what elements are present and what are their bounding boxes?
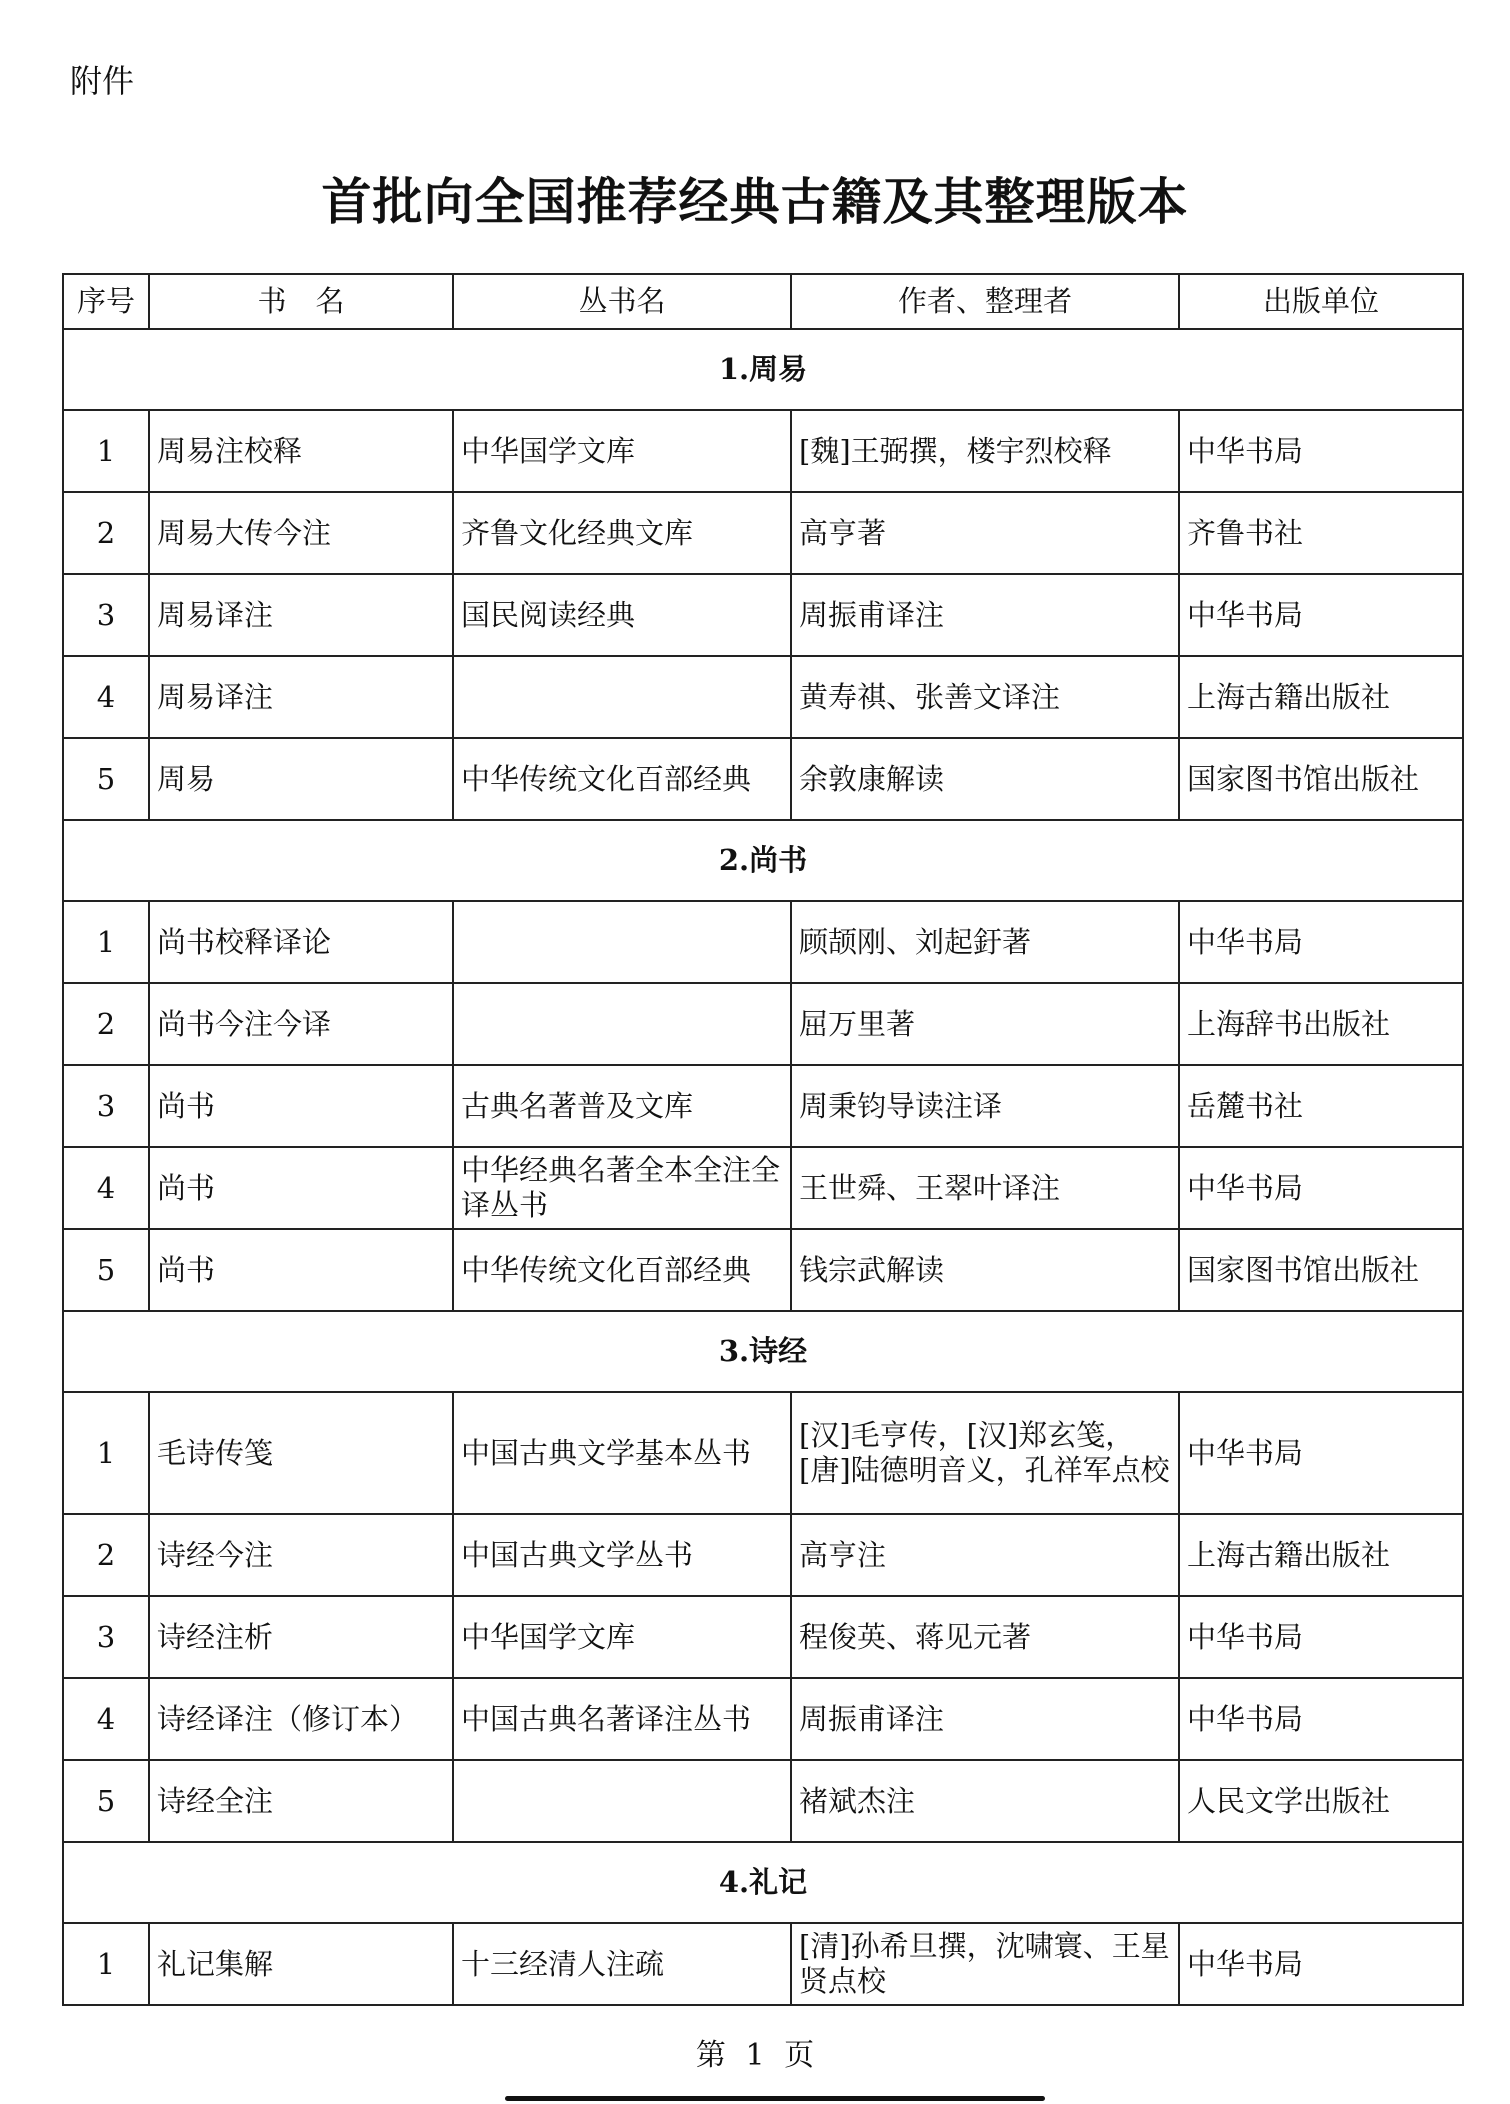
cell-publisher: 岳麓书社	[1179, 1065, 1463, 1147]
cell-book: 诗经译注（修订本）	[149, 1678, 453, 1760]
table-row	[63, 1678, 1463, 1760]
attachment-label: 附件	[70, 62, 135, 100]
cell-author: [汉]毛亨传，[汉]郑玄笺，[唐]陆德明音义，孔祥军点校	[791, 1392, 1179, 1514]
cell-author: 钱宗武解读	[791, 1229, 1179, 1311]
section-row	[63, 1311, 1463, 1392]
cell-book: 毛诗传笺	[149, 1392, 453, 1514]
cell-publisher: 中华书局	[1179, 574, 1463, 656]
cell-author: [魏]王弼撰，楼宇烈校释	[791, 410, 1179, 492]
table-row	[63, 410, 1463, 492]
cell-no: 4	[63, 1147, 149, 1229]
cell-author: 黄寿祺、张善文译注	[791, 656, 1179, 738]
cell-author: 余敦康解读	[791, 738, 1179, 820]
cell-author: 褚斌杰注	[791, 1760, 1179, 1842]
cell-publisher: 中华书局	[1179, 410, 1463, 492]
cell-series	[453, 901, 791, 983]
table-row	[63, 1147, 1463, 1229]
cell-author: 周振甫译注	[791, 1678, 1179, 1760]
cell-book: 周易	[149, 738, 453, 820]
cell-series: 中国古典文学基本丛书	[453, 1392, 791, 1514]
cell-series: 国民阅读经典	[453, 574, 791, 656]
cell-author: 高亨著	[791, 492, 1179, 574]
section-row	[63, 1842, 1463, 1923]
cell-series: 中华国学文库	[453, 410, 791, 492]
section-heading: 1.周易	[63, 329, 1463, 410]
cell-book: 周易译注	[149, 656, 453, 738]
cell-author: 周秉钧导读注译	[791, 1065, 1179, 1147]
section-row	[63, 820, 1463, 901]
table-header-row	[63, 274, 1463, 329]
page-number: 第 1 页	[695, 2038, 815, 2073]
cell-no: 5	[63, 1229, 149, 1311]
header-series: 丛书名	[453, 274, 791, 329]
cell-series: 中华国学文库	[453, 1596, 791, 1678]
table-row	[63, 738, 1463, 820]
cell-book: 礼记集解	[149, 1923, 453, 2005]
cell-series: 古典名著普及文库	[453, 1065, 791, 1147]
cell-book: 尚书	[149, 1065, 453, 1147]
cell-no: 3	[63, 1065, 149, 1147]
cell-series: 中华传统文化百部经典	[453, 1229, 791, 1311]
cell-publisher: 中华书局	[1179, 1147, 1463, 1229]
cell-no: 3	[63, 1596, 149, 1678]
cell-no: 2	[63, 1514, 149, 1596]
table-row	[63, 1596, 1463, 1678]
header-publisher: 出版单位	[1179, 274, 1463, 329]
cell-publisher: 中华书局	[1179, 1678, 1463, 1760]
cell-no: 1	[63, 1923, 149, 2005]
cell-author: [清]孙希旦撰，沈啸寰、王星贤点校	[791, 1923, 1179, 2005]
cell-no: 4	[63, 656, 149, 738]
cell-publisher: 国家图书馆出版社	[1179, 738, 1463, 820]
book-table-body	[63, 274, 1463, 2005]
section-heading: 4.礼记	[63, 1842, 1463, 1923]
cell-publisher: 国家图书馆出版社	[1179, 1229, 1463, 1311]
horizontal-scrollbar[interactable]	[505, 2096, 1045, 2101]
cell-no: 1	[63, 410, 149, 492]
cell-author: 顾颉刚、刘起釪著	[791, 901, 1179, 983]
cell-publisher: 人民文学出版社	[1179, 1760, 1463, 1842]
cell-publisher: 中华书局	[1179, 1596, 1463, 1678]
cell-author: 程俊英、蒋见元著	[791, 1596, 1179, 1678]
cell-publisher: 中华书局	[1179, 901, 1463, 983]
cell-series: 十三经清人注疏	[453, 1923, 791, 2005]
cell-no: 5	[63, 1760, 149, 1842]
cell-no: 2	[63, 492, 149, 574]
cell-book: 尚书今注今译	[149, 983, 453, 1065]
section-row	[63, 329, 1463, 410]
cell-no: 1	[63, 1392, 149, 1514]
cell-publisher: 上海古籍出版社	[1179, 1514, 1463, 1596]
cell-author: 屈万里著	[791, 983, 1179, 1065]
header-author: 作者、整理者	[791, 274, 1179, 329]
table-row	[63, 656, 1463, 738]
cell-book: 诗经注析	[149, 1596, 453, 1678]
header-no: 序号	[63, 274, 149, 329]
cell-series	[453, 1760, 791, 1842]
cell-no: 5	[63, 738, 149, 820]
table-row	[63, 1392, 1463, 1514]
cell-author: 周振甫译注	[791, 574, 1179, 656]
table-row	[63, 1065, 1463, 1147]
cell-series	[453, 983, 791, 1065]
cell-no: 4	[63, 1678, 149, 1760]
cell-book: 周易译注	[149, 574, 453, 656]
cell-book: 周易大传今注	[149, 492, 453, 574]
document-title: 首批向全国推荐经典古籍及其整理版本	[321, 173, 1189, 231]
table-row	[63, 492, 1463, 574]
cell-book: 尚书校释译论	[149, 901, 453, 983]
table-row	[63, 1760, 1463, 1842]
cell-series: 中华经典名著全本全注全译丛书	[453, 1147, 791, 1229]
cell-no: 1	[63, 901, 149, 983]
table-row	[63, 1514, 1463, 1596]
cell-book: 尚书	[149, 1229, 453, 1311]
cell-book: 尚书	[149, 1147, 453, 1229]
cell-publisher: 中华书局	[1179, 1923, 1463, 2005]
cell-series: 齐鲁文化经典文库	[453, 492, 791, 574]
table-row	[63, 1923, 1463, 2005]
book-table	[62, 273, 1464, 2006]
cell-book: 诗经全注	[149, 1760, 453, 1842]
cell-author: 王世舜、王翠叶译注	[791, 1147, 1179, 1229]
cell-book: 诗经今注	[149, 1514, 453, 1596]
cell-series: 中华传统文化百部经典	[453, 738, 791, 820]
cell-no: 3	[63, 574, 149, 656]
table-row	[63, 574, 1463, 656]
cell-series: 中国古典文学丛书	[453, 1514, 791, 1596]
section-heading: 3.诗经	[63, 1311, 1463, 1392]
cell-book: 周易注校释	[149, 410, 453, 492]
cell-series: 中国古典名著译注丛书	[453, 1678, 791, 1760]
cell-author: 高亨注	[791, 1514, 1179, 1596]
table-row	[63, 983, 1463, 1065]
cell-series	[453, 656, 791, 738]
header-book: 书 名	[149, 274, 453, 329]
cell-publisher: 上海辞书出版社	[1179, 983, 1463, 1065]
cell-publisher: 中华书局	[1179, 1392, 1463, 1514]
cell-publisher: 齐鲁书社	[1179, 492, 1463, 574]
table-row	[63, 1229, 1463, 1311]
cell-publisher: 上海古籍出版社	[1179, 656, 1463, 738]
cell-no: 2	[63, 983, 149, 1065]
section-heading: 2.尚书	[63, 820, 1463, 901]
table-row	[63, 901, 1463, 983]
